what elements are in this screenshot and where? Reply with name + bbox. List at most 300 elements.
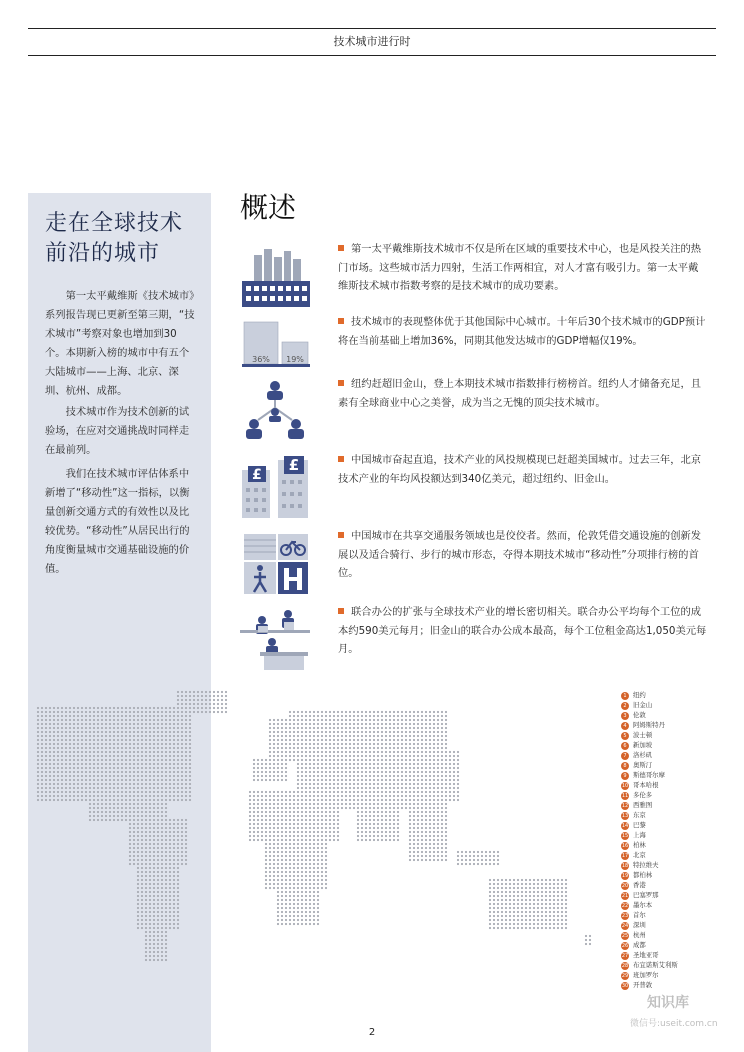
map-dot bbox=[141, 811, 143, 813]
map-dot bbox=[201, 707, 203, 709]
map-dot bbox=[505, 907, 507, 909]
map-dot bbox=[389, 831, 391, 833]
map-dot bbox=[525, 911, 527, 913]
map-dot bbox=[505, 879, 507, 881]
map-dot bbox=[377, 731, 379, 733]
map-dot bbox=[173, 887, 175, 889]
map-dot bbox=[249, 791, 251, 793]
map-dot bbox=[369, 807, 371, 809]
map-dot bbox=[473, 855, 475, 857]
map-dot bbox=[321, 755, 323, 757]
map-dot bbox=[181, 779, 183, 781]
map-dot bbox=[429, 779, 431, 781]
map-dot bbox=[361, 831, 363, 833]
map-dot bbox=[301, 735, 303, 737]
map-dot bbox=[341, 775, 343, 777]
map-dot bbox=[261, 771, 263, 773]
map-dot bbox=[325, 723, 327, 725]
map-dot bbox=[333, 735, 335, 737]
map-dot bbox=[261, 759, 263, 761]
map-dot bbox=[325, 763, 327, 765]
map-dot bbox=[345, 719, 347, 721]
legend-city-name: 都柏林 bbox=[633, 871, 653, 879]
map-dot bbox=[57, 779, 59, 781]
map-dot bbox=[489, 911, 491, 913]
map-dot bbox=[105, 819, 107, 821]
map-dot bbox=[213, 699, 215, 701]
map-dot bbox=[129, 843, 131, 845]
map-dot bbox=[361, 823, 363, 825]
map-dot bbox=[381, 831, 383, 833]
map-dot bbox=[93, 807, 95, 809]
map-dot bbox=[433, 711, 435, 713]
map-dot bbox=[397, 719, 399, 721]
map-dot bbox=[133, 851, 135, 853]
map-dot bbox=[97, 723, 99, 725]
map-dot bbox=[309, 751, 311, 753]
map-dot bbox=[57, 731, 59, 733]
map-dot bbox=[337, 807, 339, 809]
map-dot bbox=[105, 711, 107, 713]
map-dot bbox=[305, 855, 307, 857]
map-dot bbox=[533, 891, 535, 893]
map-dot bbox=[273, 843, 275, 845]
map-dot bbox=[53, 763, 55, 765]
map-dot bbox=[373, 831, 375, 833]
map-dot bbox=[137, 891, 139, 893]
map-dot bbox=[397, 767, 399, 769]
map-dot bbox=[309, 795, 311, 797]
map-dot bbox=[317, 787, 319, 789]
map-dot bbox=[161, 803, 163, 805]
map-dot bbox=[429, 763, 431, 765]
map-dot bbox=[341, 799, 343, 801]
map-dot bbox=[553, 891, 555, 893]
map-dot bbox=[449, 775, 451, 777]
map-dot bbox=[325, 871, 327, 873]
map-dot bbox=[157, 719, 159, 721]
map-dot bbox=[477, 859, 479, 861]
map-dot bbox=[161, 735, 163, 737]
map-dot bbox=[125, 743, 127, 745]
map-dot bbox=[345, 807, 347, 809]
map-dot bbox=[109, 731, 111, 733]
map-dot bbox=[309, 823, 311, 825]
map-dot bbox=[529, 919, 531, 921]
map-dot bbox=[277, 915, 279, 917]
map-dot bbox=[405, 767, 407, 769]
map-dot bbox=[145, 943, 147, 945]
map-dot bbox=[441, 799, 443, 801]
map-dot bbox=[41, 791, 43, 793]
map-dot bbox=[329, 791, 331, 793]
map-dot bbox=[89, 783, 91, 785]
map-dot bbox=[297, 719, 299, 721]
map-dot bbox=[145, 955, 147, 957]
map-dot bbox=[137, 727, 139, 729]
map-dot bbox=[141, 759, 143, 761]
map-dot bbox=[445, 811, 447, 813]
map-dot bbox=[561, 903, 563, 905]
map-dot bbox=[381, 751, 383, 753]
map-dot bbox=[473, 863, 475, 865]
map-dot bbox=[141, 823, 143, 825]
map-dot bbox=[173, 875, 175, 877]
map-dot bbox=[369, 775, 371, 777]
map-dot bbox=[137, 799, 139, 801]
map-dot bbox=[189, 751, 191, 753]
map-dot bbox=[273, 859, 275, 861]
map-dot bbox=[41, 715, 43, 717]
map-dot bbox=[181, 703, 183, 705]
map-dot bbox=[317, 727, 319, 729]
map-dot bbox=[113, 763, 115, 765]
map-dot bbox=[41, 711, 43, 713]
map-dot bbox=[537, 879, 539, 881]
map-dot bbox=[49, 759, 51, 761]
map-dot bbox=[181, 715, 183, 717]
map-dot bbox=[145, 743, 147, 745]
map-dot bbox=[121, 723, 123, 725]
map-dot bbox=[509, 903, 511, 905]
map-dot bbox=[177, 923, 179, 925]
map-dot bbox=[393, 823, 395, 825]
map-dot bbox=[141, 767, 143, 769]
map-dot bbox=[161, 755, 163, 757]
map-dot bbox=[317, 891, 319, 893]
map-dot bbox=[377, 783, 379, 785]
map-dot bbox=[413, 755, 415, 757]
map-dot bbox=[385, 739, 387, 741]
map-dot bbox=[521, 883, 523, 885]
map-dot bbox=[301, 747, 303, 749]
map-dot bbox=[337, 775, 339, 777]
map-dot bbox=[133, 759, 135, 761]
map-dot bbox=[545, 879, 547, 881]
map-dot bbox=[161, 759, 163, 761]
map-dot bbox=[133, 723, 135, 725]
map-dot bbox=[449, 799, 451, 801]
map-dot bbox=[301, 799, 303, 801]
map-dot bbox=[281, 879, 283, 881]
map-dot bbox=[185, 851, 187, 853]
map-dot bbox=[421, 811, 423, 813]
map-dot bbox=[157, 843, 159, 845]
map-dot bbox=[497, 883, 499, 885]
map-dot bbox=[61, 751, 63, 753]
map-dot bbox=[165, 911, 167, 913]
map-dot bbox=[525, 915, 527, 917]
map-dot bbox=[145, 847, 147, 849]
map-dot bbox=[141, 871, 143, 873]
map-dot bbox=[145, 895, 147, 897]
map-dot bbox=[97, 799, 99, 801]
map-dot bbox=[273, 819, 275, 821]
map-dot bbox=[89, 763, 91, 765]
legend-number-badge: 17 bbox=[621, 852, 629, 859]
map-dot bbox=[313, 883, 315, 885]
map-dot bbox=[421, 731, 423, 733]
map-dot bbox=[41, 779, 43, 781]
map-dot bbox=[289, 819, 291, 821]
map-dot bbox=[173, 739, 175, 741]
map-dot bbox=[269, 883, 271, 885]
map-dot bbox=[377, 827, 379, 829]
map-dot bbox=[513, 907, 515, 909]
map-dot bbox=[321, 775, 323, 777]
map-dot bbox=[45, 719, 47, 721]
map-dot bbox=[149, 879, 151, 881]
map-dot bbox=[457, 787, 459, 789]
map-dot bbox=[449, 787, 451, 789]
map-dot bbox=[153, 819, 155, 821]
map-dot bbox=[357, 807, 359, 809]
map-dot bbox=[321, 819, 323, 821]
map-dot bbox=[285, 779, 287, 781]
map-dot bbox=[81, 719, 83, 721]
map-dot bbox=[225, 703, 227, 705]
map-dot bbox=[305, 795, 307, 797]
map-dot bbox=[413, 851, 415, 853]
map-dot bbox=[273, 727, 275, 729]
map-dot bbox=[293, 899, 295, 901]
map-dot bbox=[153, 855, 155, 857]
map-dot bbox=[301, 787, 303, 789]
map-dot bbox=[129, 715, 131, 717]
map-dot bbox=[549, 907, 551, 909]
map-dot bbox=[441, 791, 443, 793]
map-dot bbox=[409, 779, 411, 781]
legend-number-badge: 20 bbox=[621, 882, 629, 889]
map-dot bbox=[69, 771, 71, 773]
map-dot bbox=[293, 799, 295, 801]
map-dot bbox=[277, 723, 279, 725]
map-dot bbox=[165, 735, 167, 737]
map-dot bbox=[301, 887, 303, 889]
map-dot bbox=[309, 907, 311, 909]
map-dot bbox=[301, 815, 303, 817]
map-dot bbox=[249, 827, 251, 829]
map-dot bbox=[369, 819, 371, 821]
map-dot bbox=[309, 767, 311, 769]
map-dot bbox=[181, 727, 183, 729]
map-dot bbox=[429, 847, 431, 849]
map-dot bbox=[441, 751, 443, 753]
map-dot bbox=[425, 711, 427, 713]
map-dot bbox=[261, 827, 263, 829]
map-dot bbox=[421, 827, 423, 829]
map-dot bbox=[157, 811, 159, 813]
map-dot bbox=[297, 835, 299, 837]
map-dot bbox=[161, 927, 163, 929]
map-dot bbox=[401, 791, 403, 793]
map-dot bbox=[389, 747, 391, 749]
map-dot bbox=[149, 939, 151, 941]
map-dot bbox=[173, 783, 175, 785]
map-dot bbox=[385, 787, 387, 789]
map-dot bbox=[169, 771, 171, 773]
map-dot bbox=[445, 799, 447, 801]
map-dot bbox=[337, 783, 339, 785]
map-dot bbox=[441, 771, 443, 773]
map-dot bbox=[161, 723, 163, 725]
map-dot bbox=[153, 923, 155, 925]
map-dot bbox=[425, 803, 427, 805]
map-dot bbox=[141, 735, 143, 737]
map-dot bbox=[37, 795, 39, 797]
map-dot bbox=[429, 759, 431, 761]
map-dot bbox=[141, 715, 143, 717]
map-dot bbox=[365, 783, 367, 785]
map-dot bbox=[381, 775, 383, 777]
map-dot bbox=[173, 843, 175, 845]
map-dot bbox=[93, 811, 95, 813]
map-dot bbox=[281, 755, 283, 757]
map-dot bbox=[321, 767, 323, 769]
map-dot bbox=[441, 807, 443, 809]
map-dot bbox=[177, 855, 179, 857]
map-dot bbox=[353, 739, 355, 741]
map-dot bbox=[365, 747, 367, 749]
map-dot bbox=[369, 779, 371, 781]
map-dot bbox=[173, 779, 175, 781]
map-dot bbox=[433, 719, 435, 721]
legend-item bbox=[621, 860, 731, 870]
map-dot bbox=[369, 831, 371, 833]
map-dot bbox=[133, 743, 135, 745]
map-dot bbox=[289, 899, 291, 901]
map-dot bbox=[261, 779, 263, 781]
map-dot bbox=[297, 799, 299, 801]
map-dot bbox=[89, 739, 91, 741]
map-dot bbox=[493, 895, 495, 897]
map-dot bbox=[413, 739, 415, 741]
map-dot bbox=[277, 875, 279, 877]
map-dot bbox=[421, 727, 423, 729]
map-dot bbox=[429, 799, 431, 801]
map-dot bbox=[365, 739, 367, 741]
map-dot bbox=[489, 923, 491, 925]
map-dot bbox=[325, 795, 327, 797]
map-dot bbox=[281, 799, 283, 801]
map-dot bbox=[521, 911, 523, 913]
map-dot bbox=[117, 775, 119, 777]
map-dot bbox=[193, 695, 195, 697]
map-dot bbox=[525, 879, 527, 881]
map-dot bbox=[441, 855, 443, 857]
map-dot bbox=[293, 839, 295, 841]
map-dot bbox=[309, 779, 311, 781]
map-dot bbox=[325, 875, 327, 877]
map-dot bbox=[161, 775, 163, 777]
map-dot bbox=[437, 743, 439, 745]
map-dot bbox=[309, 775, 311, 777]
map-dot bbox=[61, 795, 63, 797]
map-dot bbox=[541, 883, 543, 885]
map-dot bbox=[565, 879, 567, 881]
map-dot bbox=[141, 875, 143, 877]
map-dot bbox=[113, 775, 115, 777]
map-dot bbox=[357, 747, 359, 749]
map-dot bbox=[457, 755, 459, 757]
map-dot bbox=[149, 779, 151, 781]
map-dot bbox=[101, 791, 103, 793]
map-dot bbox=[341, 779, 343, 781]
map-dot bbox=[425, 859, 427, 861]
map-dot bbox=[45, 771, 47, 773]
map-dot bbox=[185, 787, 187, 789]
map-dot bbox=[329, 807, 331, 809]
map-dot bbox=[301, 783, 303, 785]
map-dot bbox=[521, 923, 523, 925]
map-dot bbox=[357, 715, 359, 717]
map-dot bbox=[125, 747, 127, 749]
map-dot bbox=[173, 719, 175, 721]
map-dot bbox=[157, 943, 159, 945]
map-dot bbox=[517, 883, 519, 885]
map-dot bbox=[45, 735, 47, 737]
map-dot bbox=[89, 771, 91, 773]
map-dot bbox=[317, 843, 319, 845]
map-dot bbox=[421, 775, 423, 777]
map-dot bbox=[81, 739, 83, 741]
map-dot bbox=[317, 819, 319, 821]
map-dot bbox=[541, 911, 543, 913]
map-dot bbox=[401, 763, 403, 765]
map-dot bbox=[53, 707, 55, 709]
map-dot bbox=[125, 735, 127, 737]
map-dot bbox=[437, 783, 439, 785]
map-dot bbox=[313, 863, 315, 865]
map-dot bbox=[117, 803, 119, 805]
map-dot bbox=[409, 807, 411, 809]
map-dot bbox=[421, 843, 423, 845]
map-dot bbox=[69, 707, 71, 709]
map-dot bbox=[469, 863, 471, 865]
map-dot bbox=[173, 923, 175, 925]
map-dot bbox=[357, 779, 359, 781]
map-dot bbox=[305, 731, 307, 733]
map-dot bbox=[309, 891, 311, 893]
map-dot bbox=[337, 755, 339, 757]
map-dot bbox=[273, 739, 275, 741]
map-dot bbox=[105, 767, 107, 769]
map-dot bbox=[297, 895, 299, 897]
map-dot bbox=[273, 887, 275, 889]
map-dot bbox=[313, 855, 315, 857]
map-dot bbox=[445, 743, 447, 745]
map-dot bbox=[113, 719, 115, 721]
map-dot bbox=[161, 727, 163, 729]
map-dot bbox=[457, 751, 459, 753]
map-dot bbox=[161, 911, 163, 913]
map-dot bbox=[205, 707, 207, 709]
map-dot bbox=[133, 795, 135, 797]
map-dot bbox=[185, 691, 187, 693]
map-dot bbox=[297, 795, 299, 797]
map-dot bbox=[133, 803, 135, 805]
map-dot bbox=[265, 875, 267, 877]
map-dot bbox=[121, 719, 123, 721]
map-dot bbox=[41, 759, 43, 761]
map-dot bbox=[69, 759, 71, 761]
map-dot bbox=[89, 711, 91, 713]
map-dot bbox=[177, 839, 179, 841]
map-dot bbox=[161, 883, 163, 885]
map-dot bbox=[417, 847, 419, 849]
map-dot bbox=[61, 711, 63, 713]
map-dot bbox=[277, 887, 279, 889]
